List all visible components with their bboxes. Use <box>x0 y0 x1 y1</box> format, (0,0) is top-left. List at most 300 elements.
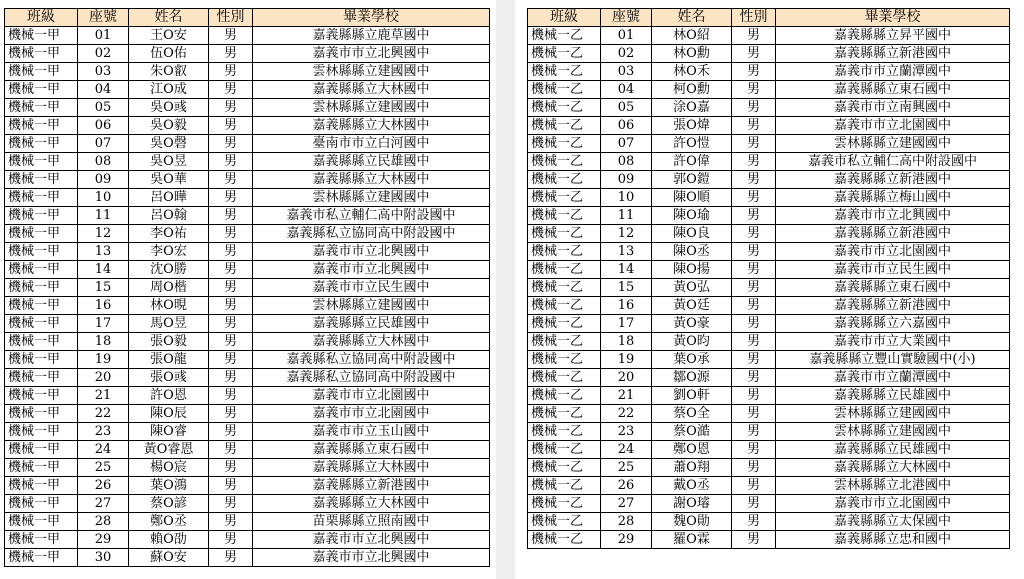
cell-gender: 男 <box>209 549 253 567</box>
cell-gender: 男 <box>209 351 253 369</box>
cell-seat: 15 <box>78 279 129 297</box>
cell-gender: 男 <box>209 513 253 531</box>
cell-school: 嘉義縣縣立豐山實驗國中(小) <box>776 351 1010 369</box>
cell-name: 張O毅 <box>129 333 209 351</box>
cell-name: 葉O承 <box>652 351 732 369</box>
cell-school: 嘉義縣縣立大林國中 <box>776 459 1010 477</box>
table-row <box>528 27 1010 45</box>
cell-school: 嘉義縣私立協同高中附設國中 <box>253 369 490 387</box>
cell-seat: 22 <box>601 405 652 423</box>
header-name: 姓名 <box>652 9 732 27</box>
cell-school: 嘉義市市立北園國中 <box>253 405 490 423</box>
cell-school: 雲林縣縣立建國國中 <box>253 297 490 315</box>
cell-school: 嘉義縣縣立新港國中 <box>776 171 1010 189</box>
table-row <box>5 477 490 495</box>
cell-seat: 05 <box>601 99 652 117</box>
cell-seat: 22 <box>78 405 129 423</box>
cell-name: 黃O廷 <box>652 297 732 315</box>
cell-name: 羅O霖 <box>652 531 732 549</box>
cell-seat: 11 <box>601 207 652 225</box>
header-row <box>528 9 1010 27</box>
cell-class: 機械一乙 <box>528 441 601 459</box>
cell-gender: 男 <box>732 477 776 495</box>
cell-name: 王O安 <box>129 27 209 45</box>
cell-school: 嘉義縣縣立民雄國中 <box>253 153 490 171</box>
cell-gender: 男 <box>209 369 253 387</box>
cell-gender: 男 <box>209 297 253 315</box>
cell-gender: 男 <box>732 117 776 135</box>
cell-gender: 男 <box>732 63 776 81</box>
cell-school: 嘉義縣縣立鹿草國中 <box>253 27 490 45</box>
cell-class: 機械一甲 <box>5 495 78 513</box>
cell-seat: 16 <box>601 297 652 315</box>
cell-school: 嘉義縣縣立新港國中 <box>776 297 1010 315</box>
cell-gender: 男 <box>209 117 253 135</box>
cell-seat: 16 <box>78 297 129 315</box>
cell-name: 周O楷 <box>129 279 209 297</box>
cell-name: 涂O嘉 <box>652 99 732 117</box>
cell-gender: 男 <box>732 279 776 297</box>
cell-gender: 男 <box>209 477 253 495</box>
table-row <box>528 297 1010 315</box>
cell-name: 郭O鎧 <box>652 171 732 189</box>
cell-name: 葉O鴻 <box>129 477 209 495</box>
cell-name: 林O禾 <box>652 63 732 81</box>
table-row <box>528 153 1010 171</box>
cell-gender: 男 <box>209 261 253 279</box>
cell-class: 機械一甲 <box>5 135 78 153</box>
cell-school: 雲林縣縣立建國國中 <box>253 99 490 117</box>
table-row <box>5 135 490 153</box>
cell-gender: 男 <box>732 441 776 459</box>
table-row <box>5 369 490 387</box>
cell-seat: 26 <box>601 477 652 495</box>
cell-class: 機械一乙 <box>528 369 601 387</box>
cell-school: 苗栗縣縣立照南國中 <box>253 513 490 531</box>
cell-seat: 04 <box>601 81 652 99</box>
cell-seat: 24 <box>601 441 652 459</box>
cell-name: 陳O丞 <box>652 243 732 261</box>
table-row <box>5 423 490 441</box>
cell-school: 嘉義市市立北園國中 <box>776 243 1010 261</box>
cell-seat: 13 <box>601 243 652 261</box>
cell-seat: 13 <box>78 243 129 261</box>
table-row <box>528 225 1010 243</box>
cell-name: 林O紹 <box>652 27 732 45</box>
cell-school: 嘉義縣縣立大林國中 <box>253 495 490 513</box>
cell-seat: 09 <box>601 171 652 189</box>
cell-class: 機械一甲 <box>5 153 78 171</box>
cell-gender: 男 <box>732 81 776 99</box>
cell-gender: 男 <box>209 171 253 189</box>
cell-school: 嘉義縣縣立民雄國中 <box>253 315 490 333</box>
cell-gender: 男 <box>732 27 776 45</box>
header-school: 畢業學校 <box>253 9 490 27</box>
cell-class: 機械一甲 <box>5 315 78 333</box>
table-row <box>528 513 1010 531</box>
cell-gender: 男 <box>732 333 776 351</box>
cell-seat: 06 <box>601 117 652 135</box>
cell-school: 嘉義市市立南興國中 <box>776 99 1010 117</box>
cell-class: 機械一甲 <box>5 549 78 567</box>
cell-seat: 10 <box>78 189 129 207</box>
cell-seat: 08 <box>78 153 129 171</box>
table-row <box>528 459 1010 477</box>
cell-school: 臺南市市立白河國中 <box>253 135 490 153</box>
cell-school: 嘉義縣縣立民雄國中 <box>776 387 1010 405</box>
cell-name: 呂O曄 <box>129 189 209 207</box>
cell-class: 機械一甲 <box>5 405 78 423</box>
roster-body-class-b <box>528 27 1010 549</box>
cell-gender: 男 <box>732 99 776 117</box>
cell-class: 機械一乙 <box>528 153 601 171</box>
cell-seat: 24 <box>78 441 129 459</box>
cell-seat: 02 <box>601 45 652 63</box>
cell-name: 江O成 <box>129 81 209 99</box>
header-seat: 座號 <box>601 9 652 27</box>
cell-gender: 男 <box>732 423 776 441</box>
cell-gender: 男 <box>209 315 253 333</box>
cell-name: 劉O軒 <box>652 387 732 405</box>
cell-class: 機械一乙 <box>528 387 601 405</box>
cell-class: 機械一甲 <box>5 369 78 387</box>
cell-seat: 14 <box>78 261 129 279</box>
cell-seat: 08 <box>601 153 652 171</box>
cell-name: 黃O睿恩 <box>129 441 209 459</box>
cell-gender: 男 <box>732 459 776 477</box>
cell-class: 機械一甲 <box>5 189 78 207</box>
cell-gender: 男 <box>209 531 253 549</box>
cell-gender: 男 <box>209 63 253 81</box>
cell-class: 機械一甲 <box>5 261 78 279</box>
table-row <box>5 549 490 567</box>
table-row <box>528 45 1010 63</box>
cell-seat: 21 <box>78 387 129 405</box>
cell-class: 機械一乙 <box>528 405 601 423</box>
cell-name: 吳O毅 <box>129 117 209 135</box>
table-row <box>528 63 1010 81</box>
cell-class: 機械一甲 <box>5 27 78 45</box>
cell-seat: 26 <box>78 477 129 495</box>
cell-seat: 25 <box>601 459 652 477</box>
cell-class: 機械一甲 <box>5 207 78 225</box>
cell-class: 機械一甲 <box>5 297 78 315</box>
cell-school: 雲林縣縣立北港國中 <box>776 477 1010 495</box>
cell-class: 機械一甲 <box>5 477 78 495</box>
cell-seat: 12 <box>601 225 652 243</box>
cell-gender: 男 <box>732 225 776 243</box>
cell-class: 機械一乙 <box>528 45 601 63</box>
cell-gender: 男 <box>732 45 776 63</box>
cell-gender: 男 <box>732 405 776 423</box>
cell-gender: 男 <box>732 207 776 225</box>
cell-gender: 男 <box>209 135 253 153</box>
cell-school: 嘉義市私立輔仁高中附設國中 <box>776 153 1010 171</box>
cell-school: 嘉義市市立民生國中 <box>253 279 490 297</box>
cell-gender: 男 <box>209 441 253 459</box>
cell-seat: 28 <box>601 513 652 531</box>
cell-name: 黃O豪 <box>652 315 732 333</box>
cell-school: 嘉義縣縣立梅山國中 <box>776 189 1010 207</box>
table-row <box>528 171 1010 189</box>
cell-class: 機械一甲 <box>5 423 78 441</box>
cell-class: 機械一甲 <box>5 117 78 135</box>
table-row <box>5 45 490 63</box>
cell-name: 張O彧 <box>129 369 209 387</box>
cell-name: 李O宏 <box>129 243 209 261</box>
table-row <box>528 423 1010 441</box>
cell-seat: 23 <box>601 423 652 441</box>
table-row <box>528 405 1010 423</box>
cell-class: 機械一乙 <box>528 333 601 351</box>
cell-name: 許O恩 <box>129 387 209 405</box>
cell-gender: 男 <box>732 153 776 171</box>
cell-name: 馬O昱 <box>129 315 209 333</box>
table-row <box>528 315 1010 333</box>
cell-gender: 男 <box>209 99 253 117</box>
cell-seat: 03 <box>78 63 129 81</box>
cell-school: 嘉義市市立大業國中 <box>776 333 1010 351</box>
cell-school: 嘉義縣私立協同高中附設國中 <box>253 225 490 243</box>
table-row <box>5 81 490 99</box>
cell-seat: 15 <box>601 279 652 297</box>
cell-class: 機械一乙 <box>528 279 601 297</box>
cell-class: 機械一甲 <box>5 99 78 117</box>
roster-body-class-a <box>5 27 490 567</box>
cell-class: 機械一乙 <box>528 261 601 279</box>
cell-gender: 男 <box>209 423 253 441</box>
cell-name: 吳O磬 <box>129 135 209 153</box>
cell-seat: 07 <box>601 135 652 153</box>
cell-seat: 12 <box>78 225 129 243</box>
cell-gender: 男 <box>732 189 776 207</box>
cell-class: 機械一乙 <box>528 81 601 99</box>
cell-seat: 19 <box>78 351 129 369</box>
table-row <box>5 243 490 261</box>
cell-class: 機械一乙 <box>528 189 601 207</box>
cell-name: 鄭O丞 <box>129 513 209 531</box>
table-row <box>5 171 490 189</box>
cell-gender: 男 <box>732 531 776 549</box>
cell-class: 機械一乙 <box>528 459 601 477</box>
cell-name: 林O晛 <box>129 297 209 315</box>
cell-class: 機械一乙 <box>528 477 601 495</box>
cell-gender: 男 <box>732 135 776 153</box>
cell-school: 嘉義縣縣立東石國中 <box>776 279 1010 297</box>
cell-class: 機械一乙 <box>528 495 601 513</box>
cell-gender: 男 <box>732 351 776 369</box>
cell-school: 嘉義市市立北興國中 <box>253 531 490 549</box>
cell-name: 陳O順 <box>652 189 732 207</box>
cell-school: 嘉義縣私立協同高中附設國中 <box>253 351 490 369</box>
cell-gender: 男 <box>209 153 253 171</box>
table-row <box>5 279 490 297</box>
cell-name: 許O偉 <box>652 153 732 171</box>
cell-seat: 20 <box>78 369 129 387</box>
cell-school: 嘉義市市立北興國中 <box>253 549 490 567</box>
cell-gender: 男 <box>209 279 253 297</box>
table-row <box>5 315 490 333</box>
cell-class: 機械一乙 <box>528 171 601 189</box>
cell-seat: 06 <box>78 117 129 135</box>
cell-seat: 01 <box>601 27 652 45</box>
cell-gender: 男 <box>732 495 776 513</box>
table-row <box>5 117 490 135</box>
cell-seat: 07 <box>78 135 129 153</box>
cell-seat: 23 <box>78 423 129 441</box>
cell-school: 嘉義市市立玉山國中 <box>253 423 490 441</box>
cell-class: 機械一甲 <box>5 513 78 531</box>
table-row <box>5 351 490 369</box>
header-class: 班級 <box>528 9 601 27</box>
cell-class: 機械一甲 <box>5 531 78 549</box>
table-row <box>528 279 1010 297</box>
table-row <box>528 495 1010 513</box>
cell-gender: 男 <box>732 387 776 405</box>
cell-school: 嘉義縣縣立忠和國中 <box>776 531 1010 549</box>
header-name: 姓名 <box>129 9 209 27</box>
cell-name: 張O煒 <box>652 117 732 135</box>
cell-name: 呂O翰 <box>129 207 209 225</box>
header-seat: 座號 <box>78 9 129 27</box>
table-row <box>528 441 1010 459</box>
cell-class: 機械一乙 <box>528 351 601 369</box>
cell-school: 雲林縣縣立建國國中 <box>776 405 1010 423</box>
cell-name: 蘇O安 <box>129 549 209 567</box>
cell-name: 黃O弘 <box>652 279 732 297</box>
cell-name: 陳O揚 <box>652 261 732 279</box>
cell-school: 雲林縣縣立建國國中 <box>776 135 1010 153</box>
header-row <box>5 9 490 27</box>
cell-class: 機械一甲 <box>5 81 78 99</box>
cell-name: 黃O昀 <box>652 333 732 351</box>
cell-gender: 男 <box>732 171 776 189</box>
cell-school: 嘉義市私立輔仁高中附設國中 <box>253 207 490 225</box>
table-row <box>528 387 1010 405</box>
cell-seat: 01 <box>78 27 129 45</box>
cell-school: 嘉義縣縣立大林國中 <box>253 459 490 477</box>
cell-name: 蔡O諺 <box>129 495 209 513</box>
table-row <box>528 99 1010 117</box>
cell-school: 嘉義市市立北興國中 <box>253 261 490 279</box>
cell-name: 柯O勳 <box>652 81 732 99</box>
table-row <box>5 495 490 513</box>
cell-class: 機械一乙 <box>528 531 601 549</box>
table-row <box>528 243 1010 261</box>
cell-class: 機械一乙 <box>528 117 601 135</box>
table-row <box>5 459 490 477</box>
cell-seat: 05 <box>78 99 129 117</box>
table-row <box>528 531 1010 549</box>
cell-class: 機械一甲 <box>5 441 78 459</box>
cell-gender: 男 <box>209 333 253 351</box>
table-row <box>5 261 490 279</box>
cell-class: 機械一甲 <box>5 351 78 369</box>
cell-seat: 29 <box>601 531 652 549</box>
table-row <box>5 387 490 405</box>
cell-school: 嘉義縣縣立新港國中 <box>776 45 1010 63</box>
cell-name: 鄒O源 <box>652 369 732 387</box>
cell-seat: 17 <box>78 315 129 333</box>
table-row <box>5 63 490 81</box>
table-row <box>528 351 1010 369</box>
cell-class: 機械一乙 <box>528 423 601 441</box>
cell-name: 吳O彧 <box>129 99 209 117</box>
cell-name: 李O祐 <box>129 225 209 243</box>
cell-name: 張O龍 <box>129 351 209 369</box>
cell-gender: 男 <box>209 207 253 225</box>
cell-name: 許O愷 <box>652 135 732 153</box>
cell-school: 雲林縣縣立建國國中 <box>253 63 490 81</box>
cell-seat: 25 <box>78 459 129 477</box>
cell-gender: 男 <box>732 369 776 387</box>
cell-school: 嘉義市市立民生國中 <box>776 261 1010 279</box>
cell-school: 嘉義市市立蘭潭國中 <box>776 63 1010 81</box>
cell-gender: 男 <box>732 315 776 333</box>
page-right <box>515 0 1024 579</box>
cell-seat: 27 <box>601 495 652 513</box>
table-row <box>528 369 1010 387</box>
cell-name: 蕭O翔 <box>652 459 732 477</box>
table-row <box>5 405 490 423</box>
cell-school: 嘉義市市立北興國中 <box>253 45 490 63</box>
cell-class: 機械一甲 <box>5 279 78 297</box>
cell-gender: 男 <box>732 243 776 261</box>
cell-class: 機械一甲 <box>5 171 78 189</box>
table-row <box>528 189 1010 207</box>
cell-school: 嘉義縣縣立大林國中 <box>253 81 490 99</box>
cell-school: 嘉義市市立北興國中 <box>253 243 490 261</box>
cell-class: 機械一乙 <box>528 207 601 225</box>
cell-school: 嘉義市市立北園國中 <box>253 387 490 405</box>
cell-name: 朱O叡 <box>129 63 209 81</box>
table-row <box>5 531 490 549</box>
cell-name: 陳O瑜 <box>652 207 732 225</box>
cell-seat: 02 <box>78 45 129 63</box>
cell-class: 機械一乙 <box>528 243 601 261</box>
table-row <box>5 441 490 459</box>
cell-gender: 男 <box>209 45 253 63</box>
cell-name: 戴O丞 <box>652 477 732 495</box>
cell-seat: 04 <box>78 81 129 99</box>
cell-name: 吳O華 <box>129 171 209 189</box>
cell-class: 機械一甲 <box>5 45 78 63</box>
cell-gender: 男 <box>732 513 776 531</box>
cell-name: 蔡O澔 <box>652 423 732 441</box>
table-row <box>5 189 490 207</box>
cell-seat: 17 <box>601 315 652 333</box>
cell-gender: 男 <box>209 495 253 513</box>
cell-seat: 18 <box>601 333 652 351</box>
cell-class: 機械一乙 <box>528 63 601 81</box>
cell-seat: 20 <box>601 369 652 387</box>
cell-class: 機械一甲 <box>5 225 78 243</box>
cell-class: 機械一甲 <box>5 333 78 351</box>
cell-school: 嘉義市市立北園國中 <box>776 117 1010 135</box>
cell-seat: 09 <box>78 171 129 189</box>
cell-class: 機械一乙 <box>528 99 601 117</box>
cell-name: 吳O昱 <box>129 153 209 171</box>
cell-seat: 19 <box>601 351 652 369</box>
cell-seat: 28 <box>78 513 129 531</box>
cell-name: 陳O睿 <box>129 423 209 441</box>
cell-school: 嘉義縣縣立東石國中 <box>253 441 490 459</box>
table-row <box>528 477 1010 495</box>
table-row <box>528 81 1010 99</box>
header-school: 畢業學校 <box>776 9 1010 27</box>
cell-name: 鄭O恩 <box>652 441 732 459</box>
cell-seat: 14 <box>601 261 652 279</box>
